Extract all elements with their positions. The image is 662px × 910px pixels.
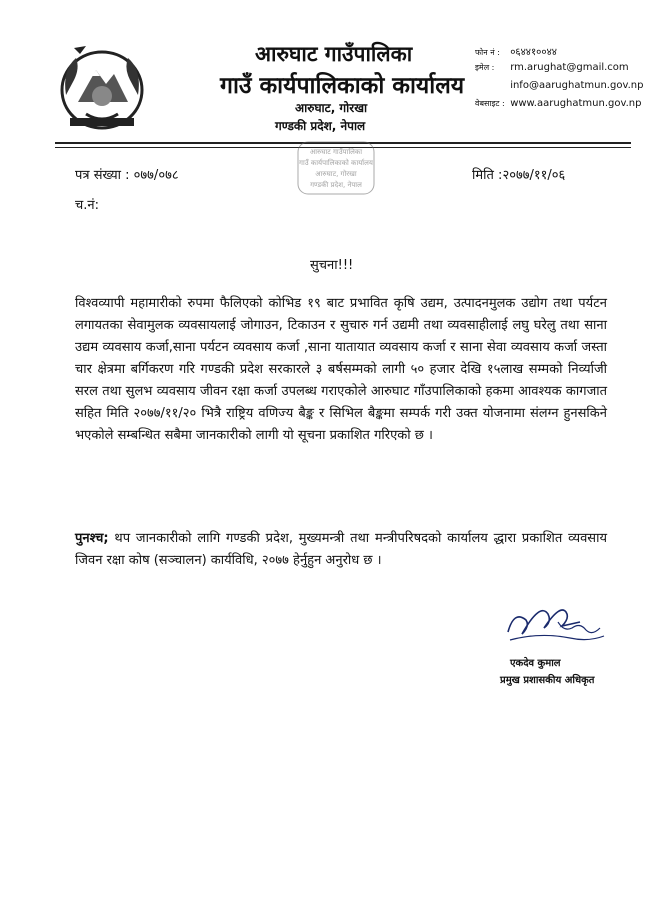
website-url[interactable]: www.aarughatmun.gov.np bbox=[510, 98, 642, 109]
dispatch-number-label: च.नं: bbox=[75, 198, 99, 213]
reference-value: ०७७/०७८ bbox=[133, 168, 179, 183]
postscript-text: थप जानकारीको लागि गण्डकी प्रदेश, मुख्यमन्त्री तथा मन्त्रीपरिषदको कार्यालय द्धारा प्रकाशित व्यवसाय जिवन रक्षा कोष (सञ्चालन) कार्यविधि, २०७७ हेर्नुहुन अनुरोध छ । bbox=[75, 531, 607, 568]
contact-email-2 bbox=[475, 80, 643, 91]
letter-date bbox=[472, 165, 565, 183]
website-label: वेबसाइट : bbox=[475, 99, 505, 108]
phone-number: ०६४४१००४४ bbox=[510, 47, 557, 58]
stamp-line-4: गण्डकी प्रदेश, नेपाल bbox=[310, 181, 362, 189]
date-value: २०७७/११/०६ bbox=[502, 168, 566, 183]
office-province: गण्डकी प्रदेश, नेपाल bbox=[275, 119, 366, 133]
office-address: आरुघाट, गोरखा bbox=[295, 101, 368, 115]
email-address-2[interactable]: info@aarughatmun.gov.np bbox=[510, 80, 644, 91]
reference-label: पत्र संख्या : bbox=[75, 168, 130, 183]
email-label: इमेल : bbox=[475, 63, 495, 72]
notice-body: विश्वव्यापी महामारीको रुपमा फैलिएको कोभिड १९ बाट प्रभावित कृषि उद्यम, उत्पादनमुलक उद्योग तथा पर्यटन लगायतका सेवामुलक व्यवसायलाई जोगाउन, टिकाउन र सुचारु गर्न उद्यमी तथा व्यवसाहीलाई लघु घरेलु तथा साना उद्यम व्यवसाय कर्जा,साना पर्यटन व्यवसाय कर्जा ,साना यातायात व्यवसाय कर्जा र साना सेवा व्यवसाय कर्जा जस्ता चार क्षेत्रमा बर्गिकरण गरि गण्डकी प्रदेश सरकारले ३ बर्षसम्मको लागी ५० हजार देखि १५लाख सम्मको निर्व्याजी सरल तथा सुलभ व्यवसाय जीवन रक्षा कर्जा उपलब्ध गराएकोले आरुघाट गाँउपालिकाको हकमा आवश्यक कागजात सहित मिति २०७७/११/२० भित्रै राष्ट्रिय वणिज्य बैङ्क र सिभिल बैङ्कमा सम्पर्क गरी उक्त योजनामा संलग्न हुनसकिने भएकोले सम्बन्धित सबैमा जानकारीको लागी यो सूचना प्रकाशित गरिएको छ । bbox=[75, 296, 607, 443]
contact-email bbox=[475, 62, 629, 73]
date-label: मिति : bbox=[472, 168, 503, 183]
notice-subject: सुचना!!! bbox=[310, 258, 354, 273]
stamp-line-1: आरुघाट गाउँपालिका bbox=[309, 148, 363, 156]
office-stamp bbox=[296, 140, 376, 196]
contact-website bbox=[475, 98, 642, 109]
postscript-label: पुनश्च; bbox=[75, 531, 109, 546]
stamp-line-2: गाउँ कार्यपालिकाको कार्यालय bbox=[299, 159, 373, 167]
postscript bbox=[75, 528, 607, 572]
contact-phone bbox=[475, 44, 557, 58]
phone-label: फोन नं : bbox=[475, 48, 500, 57]
stamp-line-3: आरुघाट, गोरखा bbox=[315, 170, 357, 178]
signatory-title: प्रमुख प्रशासकीय अधिकृत bbox=[500, 675, 595, 686]
signatory-name: एकदेव कुमाल bbox=[510, 658, 561, 669]
office-name: गाउँ कार्यपालिकाको कार्यालय bbox=[220, 73, 465, 99]
email-address-1[interactable]: rm.arughat@gmail.com bbox=[510, 62, 629, 73]
handwritten-signature bbox=[500, 592, 610, 652]
municipality-name: आरुघाट गाउँपालिका bbox=[255, 42, 413, 66]
reference-number bbox=[75, 165, 179, 183]
nepal-emblem-logo bbox=[56, 40, 148, 132]
